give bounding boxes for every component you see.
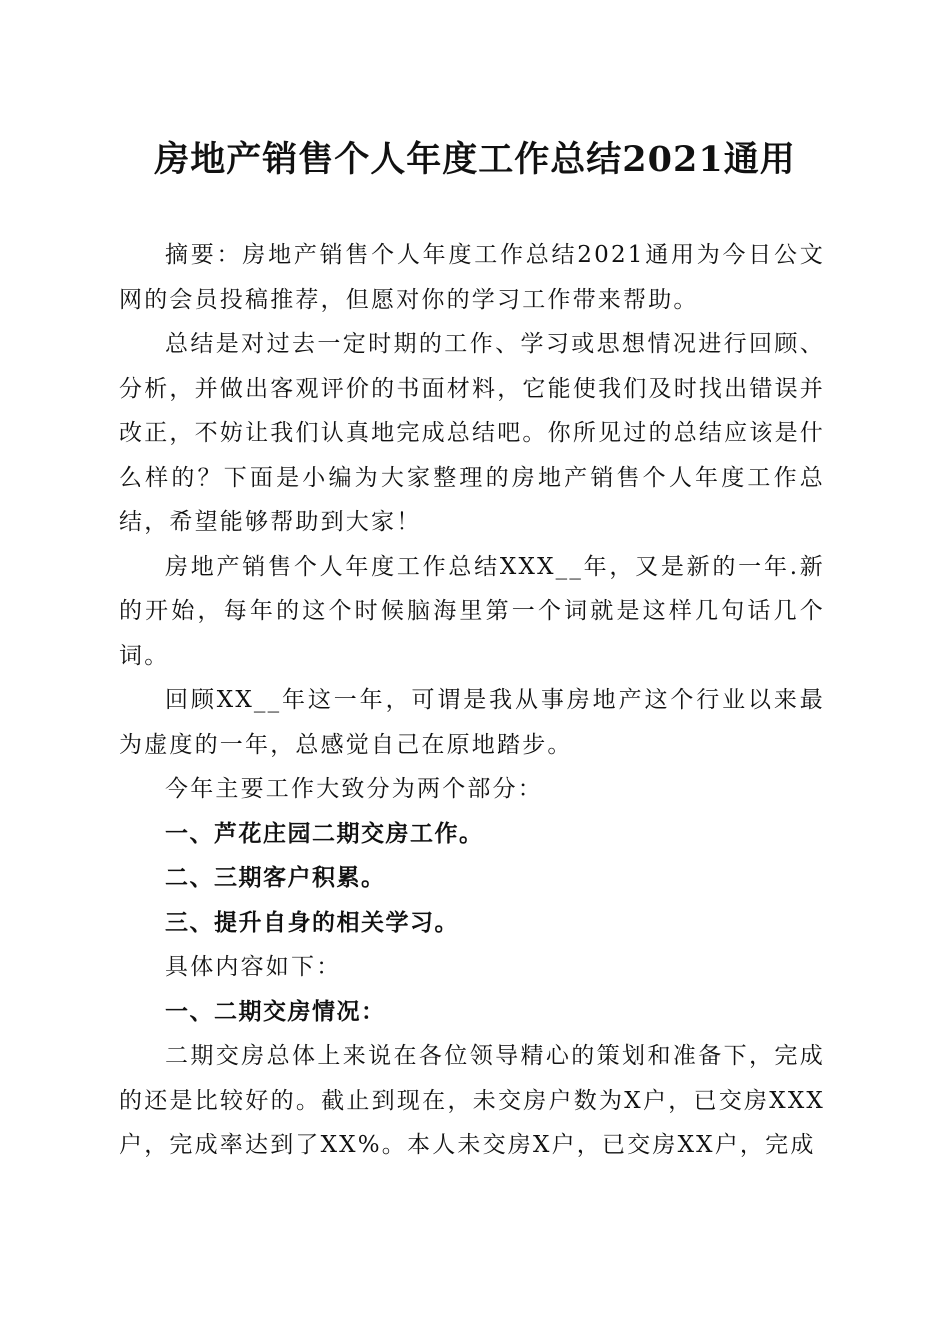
section-item-2: 二、三期客户积累。 bbox=[165, 865, 386, 891]
abstract-paragraph: 摘要：房地产销售个人年度工作总结2021通用为今日公文网的会员投稿推荐，但愿对你的学习工作带来帮助。 bbox=[119, 242, 825, 313]
summary-opening-paragraph: 房地产销售个人年度工作总结XXX__年，又是新的一年.新的开始，每年的这个时候脑海里第一个词就是这样几句话几个词。 bbox=[119, 553, 825, 669]
handover-paragraph: 二期交房总体上来说在各位领导精心的策划和准备下，完成的还是比较好的。截止到现在，未交房户数为X户，已交房XXX户，完成率达到了XX%。本人未交房X户，已交房XX户，完成 bbox=[119, 1043, 825, 1158]
review-paragraph: 回顾XX__年这一年，可谓是我从事房地产这个行业以来最为虚度的一年，总感觉自己在原地踏步。 bbox=[119, 687, 825, 758]
section-item-1: 一、芦花庄园二期交房工作。 bbox=[165, 820, 484, 847]
details-intro-paragraph: 具体内容如下： bbox=[165, 954, 342, 980]
intro-paragraph: 总结是对过去一定时期的工作、学习或思想情况进行回顾、分析，并做出客观评价的书面材料，它能使我们及时找出错误并改正，不妨让我们认真地完成总结吧。你所见过的总结应该是什么样的？下面是小编为大家整理的房地产销售个人年度工作总结，希望能够帮助到大家！ bbox=[119, 331, 825, 535]
document-title: 房地产销售个人年度工作总结2021通用 bbox=[154, 139, 796, 180]
work-overview-paragraph: 今年主要工作大致分为两个部分： bbox=[165, 776, 543, 802]
section-item-3: 三、提升自身的相关学习。 bbox=[165, 909, 459, 936]
section-heading-handover: 一、二期交房情况： bbox=[165, 998, 386, 1025]
document-body bbox=[119, 233, 825, 1168]
